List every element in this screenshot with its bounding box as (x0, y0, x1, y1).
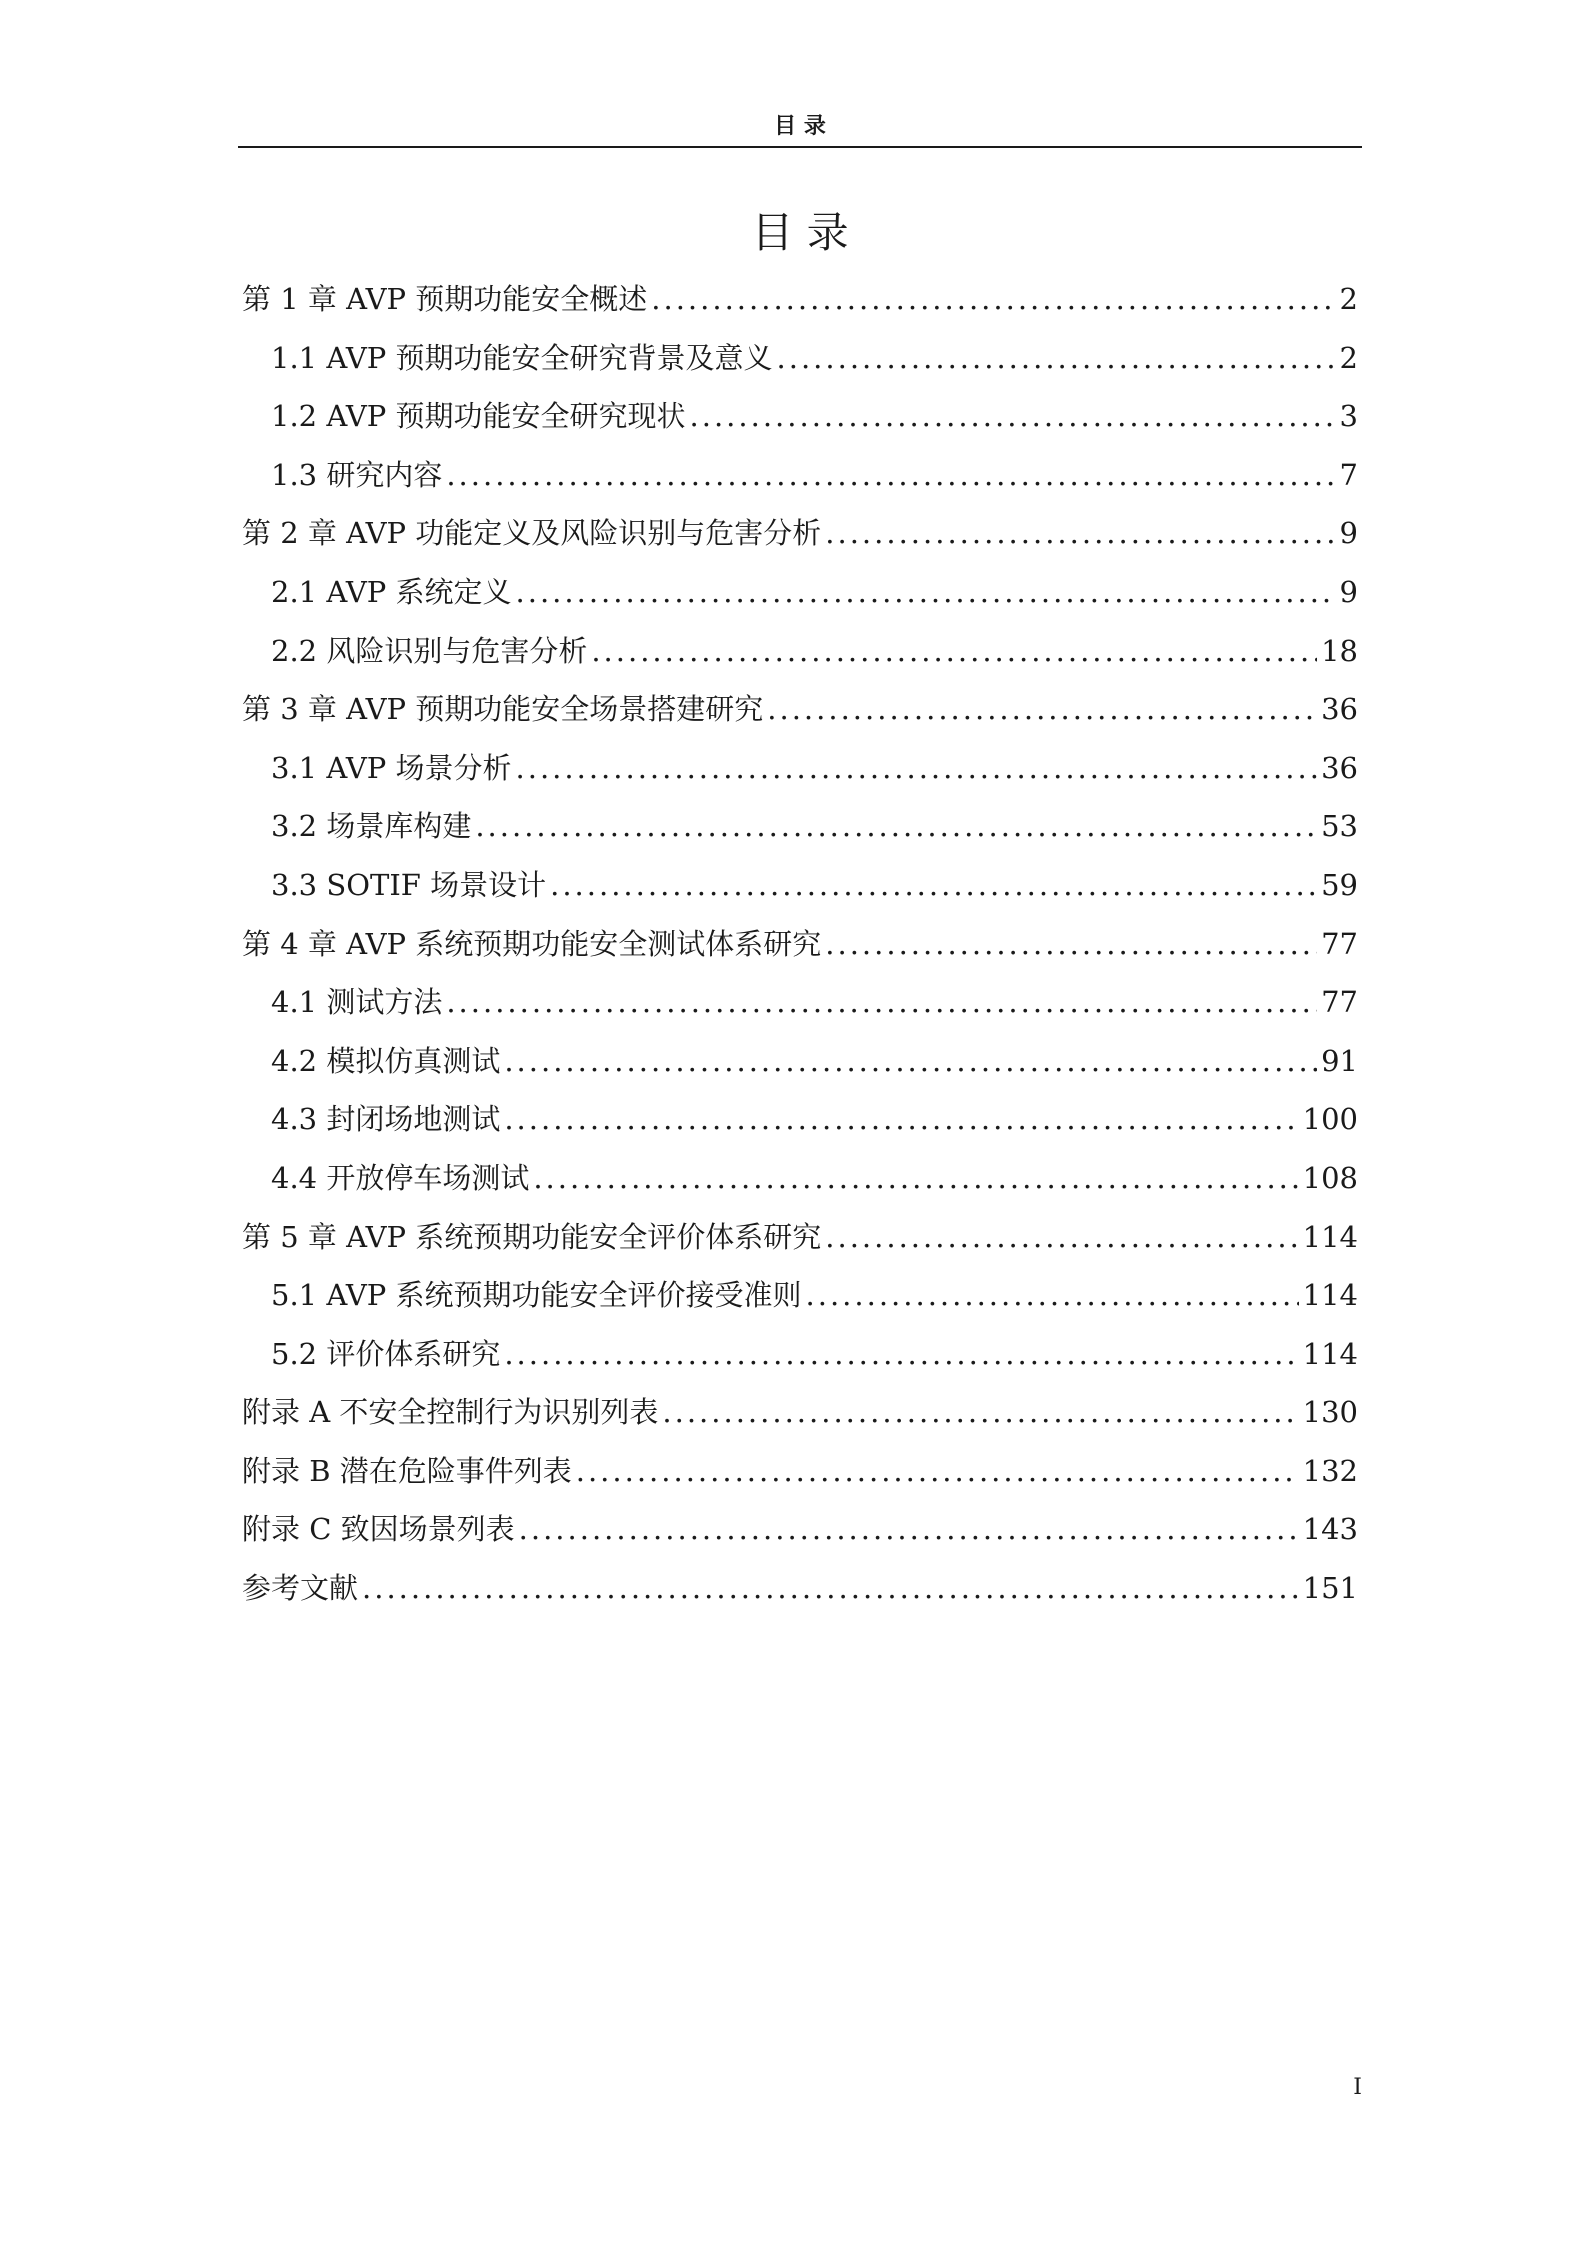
toc-entry-page: 108 (1302, 1160, 1358, 1195)
toc-entry-page: 91 (1321, 1043, 1358, 1078)
toc-entry[interactable] (242, 387, 1358, 446)
toc-dot-leader (550, 856, 1317, 915)
toc-entry-page: 18 (1321, 633, 1358, 668)
toc-entry-page: 151 (1302, 1571, 1358, 1606)
toc-dot-leader (446, 973, 1317, 1032)
toc-entry-page: 7 (1339, 457, 1358, 492)
toc-dot-leader (651, 270, 1335, 329)
toc-dot-leader (516, 739, 1318, 798)
toc-entry-page: 77 (1321, 985, 1358, 1020)
toc-entry-page: 36 (1321, 750, 1358, 785)
toc-entry-page: 2 (1339, 282, 1358, 316)
toc-entry-label: 3.2 场景库构建 (271, 809, 472, 844)
toc-entry-page: 9 (1339, 516, 1358, 551)
toc-entry[interactable] (242, 563, 1358, 622)
running-header: 目 录 (774, 114, 826, 139)
toc-dot-leader (690, 387, 1336, 446)
toc-title: 目 录 (751, 208, 849, 257)
toc-entry-label: 4.4 开放停车场测试 (271, 1160, 530, 1195)
toc-entry-page: 59 (1321, 867, 1358, 902)
toc-entry-page: 114 (1302, 1278, 1358, 1313)
toc-entry-label: 4.1 测试方法 (271, 985, 443, 1020)
toc-entry[interactable] (242, 1325, 1358, 1384)
toc-entry-page: 77 (1321, 926, 1358, 961)
toc-entry-label: 3.1 AVP 场景分析 (271, 750, 512, 785)
toc-entry[interactable] (242, 1032, 1358, 1091)
toc-dot-leader (504, 1032, 1317, 1091)
toc-dot-leader (806, 1266, 1299, 1325)
toc-entry[interactable] (242, 1149, 1358, 1208)
toc-entry-label: 4.2 模拟仿真测试 (271, 1043, 501, 1078)
toc-entry[interactable] (242, 329, 1358, 388)
toc-dot-leader (576, 1442, 1299, 1501)
toc-entry-page: 9 (1339, 574, 1358, 609)
toc-entry-label: 3.3 SOTIF 场景设计 (271, 867, 547, 902)
toc-dot-leader (825, 915, 1317, 974)
toc-dot-leader (516, 563, 1336, 622)
toc-dot-leader (825, 504, 1335, 563)
toc-entry-label: 参考文献 (242, 1571, 359, 1606)
toc-entry[interactable] (242, 1559, 1358, 1618)
toc-entry[interactable] (242, 1090, 1358, 1149)
toc-entry-page: 53 (1321, 809, 1358, 844)
toc-entry[interactable] (242, 1383, 1358, 1442)
toc-entry-page: 3 (1339, 399, 1358, 434)
toc-list (242, 270, 1358, 1618)
toc-dot-leader (591, 622, 1317, 681)
toc-entry-page: 130 (1302, 1395, 1358, 1430)
toc-dot-leader (504, 1090, 1298, 1149)
toc-dot-leader (533, 1149, 1298, 1208)
toc-entry[interactable] (242, 1500, 1358, 1559)
toc-entry[interactable] (242, 504, 1358, 563)
toc-entry-label: 1.3 研究内容 (271, 457, 443, 492)
toc-entry-label: 4.3 封闭场地测试 (271, 1102, 501, 1137)
toc-entry-label: 5.2 评价体系研究 (271, 1336, 501, 1371)
toc-dot-leader (504, 1325, 1298, 1384)
toc-entry[interactable] (242, 973, 1358, 1032)
toc-entry[interactable] (242, 856, 1358, 915)
toc-entry-label: 第 4 章 AVP 系统预期功能安全测试体系研究 (242, 926, 822, 961)
toc-entry[interactable] (242, 797, 1358, 856)
toc-entry-label: 附录 C 致因场景列表 (242, 1512, 515, 1547)
toc-entry[interactable] (242, 1208, 1358, 1267)
toc-entry[interactable] (242, 915, 1358, 974)
toc-entry-label: 1.2 AVP 预期功能安全研究现状 (271, 399, 686, 434)
toc-entry-page: 132 (1302, 1453, 1358, 1488)
toc-entry[interactable] (242, 1442, 1358, 1501)
page-number: I (1353, 2075, 1362, 2100)
toc-entry-page: 36 (1321, 692, 1358, 727)
toc-dot-leader (519, 1500, 1299, 1559)
toc-entry-page: 114 (1302, 1219, 1358, 1254)
toc-dot-leader (825, 1208, 1298, 1267)
toc-entry-label: 第 1 章 AVP 预期功能安全概述 (242, 282, 648, 316)
toc-entry-page: 114 (1302, 1336, 1358, 1371)
toc-entry-label: 第 3 章 AVP 预期功能安全场景搭建研究 (242, 692, 764, 727)
toc-entry-label: 5.1 AVP 系统预期功能安全评价接受准则 (271, 1278, 802, 1313)
toc-entry[interactable] (242, 739, 1358, 798)
header-rule (238, 146, 1362, 148)
toc-entry[interactable] (242, 270, 1358, 329)
toc-entry[interactable] (242, 1266, 1358, 1325)
toc-entry-label: 2.2 风险识别与危害分析 (271, 633, 588, 668)
toc-entry-page: 100 (1302, 1102, 1358, 1137)
toc-entry-label: 2.1 AVP 系统定义 (271, 574, 512, 609)
toc-entry[interactable] (242, 622, 1358, 681)
toc-dot-leader (446, 446, 1335, 505)
toc-dot-leader (475, 797, 1317, 856)
toc-entry-label: 第 2 章 AVP 功能定义及风险识别与危害分析 (242, 516, 822, 551)
toc-dot-leader (767, 680, 1317, 739)
toc-dot-leader (777, 329, 1336, 388)
toc-entry-label: 1.1 AVP 预期功能安全研究背景及意义 (271, 340, 773, 375)
toc-entry-label: 附录 A 不安全控制行为识别列表 (242, 1395, 659, 1430)
toc-entry[interactable] (242, 680, 1358, 739)
toc-dot-leader (362, 1559, 1299, 1618)
toc-entry-page: 143 (1302, 1512, 1358, 1547)
toc-entry[interactable] (242, 446, 1358, 505)
toc-entry-label: 第 5 章 AVP 系统预期功能安全评价体系研究 (242, 1219, 822, 1254)
toc-entry-page: 2 (1339, 340, 1358, 375)
toc-dot-leader (662, 1383, 1298, 1442)
toc-entry-label: 附录 B 潜在危险事件列表 (242, 1453, 572, 1488)
